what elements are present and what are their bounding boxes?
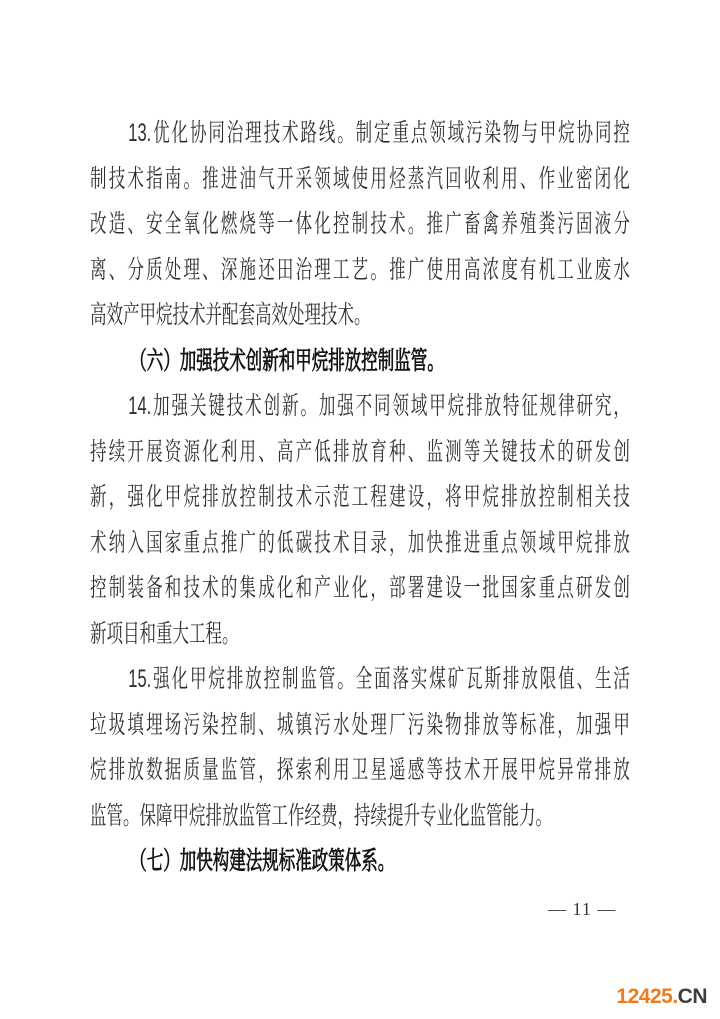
section-heading: （七）加快构建法规标准政策体系。 [130,847,395,875]
text-line: 持续开展资源化利用、高产低排放育种、监测等关键技术的研发创 [90,437,630,466]
page-number: — 11 — [548,899,617,919]
section-heading: （六）加强技术创新和甲烷排放控制监管。 [130,346,444,375]
site-watermark [616,985,707,1009]
text-line: 15.强化甲烷排放控制监管。全面落实煤矿瓦斯排放限值、生活 [128,665,630,693]
text-line: 改造、安全氧化燃烧等一体化控制技术。推广畜禽养殖粪污固液分 [90,210,630,238]
text-line: 新项目和重大工程。 [90,619,239,648]
text-line: 制技术指南。推进油气开采领域使用烃蒸汽回收利用、作业密闭化 [90,164,630,193]
text-line: 垃圾填埋场污染控制、城镇污水处理厂污染物排放等标准，加强甲 [90,710,630,739]
text-line: 离、分质处理、深施还田治理工艺。推广使用高浓度有机工业废水 [90,255,630,284]
watermark-number: 12425. [616,985,678,1008]
text-line: 13.优化协同治理技术路线。制定重点领域污染物与甲烷协同控 [128,119,630,147]
text-line: 烷排放数据质量监管，探索利用卫星遥感等技术开展甲烷异常排放 [90,756,630,784]
text-line: 监管。保障甲烷排放监管工作经费，持续提升专业化监管能力。 [90,801,553,830]
text-line: 高效产甲烷技术并配套高效处理技术。 [90,301,371,329]
document-body [90,111,630,885]
text-line: 14.加强关键技术创新。加强不同领域甲烷排放特征规律研究， [128,392,630,420]
text-line: 术纳入国家重点推广的低碳技术目录，加快推进重点领域甲烷排放 [90,528,630,557]
text-line: 新，强化甲烷排放控制技术示范工程建设，将甲烷排放控制相关技 [90,483,630,511]
watermark-domain-suffix: CN [677,985,707,1008]
text-line: 控制装备和技术的集成化和产业化，部署建设一批国家重点研发创 [90,574,630,602]
